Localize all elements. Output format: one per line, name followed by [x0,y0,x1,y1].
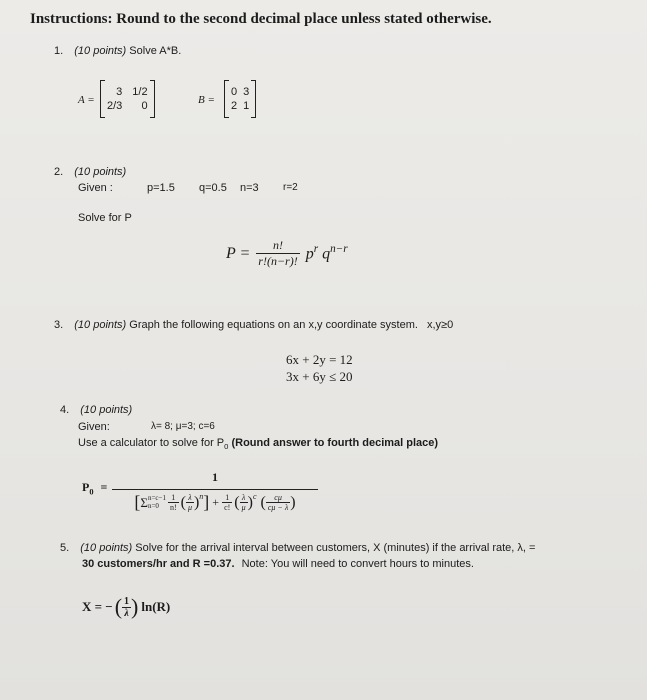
bracket-right-icon [150,80,155,118]
q4-bold-text: (Round answer to fourth decimal place) [231,437,439,449]
q3-text: Graph the following equations on an x,y coordinate system. [129,319,418,331]
q5-number: 5. [60,542,70,554]
q4-given-values: λ= 8; μ=3; c=6 [151,421,215,432]
q5-bold-text: 30 customers/hr and R =0.37. [82,558,235,570]
sum-upper-limit: n=c−1 [147,493,166,502]
q3-constraint: x,y≥0 [426,319,454,331]
q2-p-symbol: p [305,245,314,263]
q1-heading [54,45,181,57]
q4-number: 4. [60,404,70,416]
frac-cmu-minus-lambda: cμ − λ [267,503,289,512]
frac-mu: μ [241,503,246,512]
q4-equals: = [100,480,108,494]
q2-given-p: p=1.5 [147,182,175,194]
q2-solve-for [78,212,132,224]
q2-given-n: n=3 [240,182,259,194]
cmu-fraction [266,493,290,512]
q4-instructions [78,437,438,451]
exponent-n: n [199,492,204,501]
q5-formula: X = − ( $\frac{1}{\lambda}$ ) ln(R) [82,594,171,619]
frac-lambda: λ [188,493,192,502]
frac-cfact: c! [224,503,231,512]
matrix-b [224,80,256,118]
matrix-a-cell: 1/2 [132,86,148,98]
q4-text: Use a calculator to solve for P [78,437,225,449]
left-bracket-icon: [ [134,492,141,512]
q5-text: Solve for the arrival interval between customers, X (minutes) if the arrival rate, λ, = [135,542,536,554]
lambda-over-mu [186,493,194,512]
q2-points: (10 points) [74,166,127,178]
frac-lambda: λ [241,493,246,502]
q5-formula-lhs: X = − [82,599,113,614]
matrix-b-label: B = [198,94,215,106]
q4-p-subscript: 0 [89,487,94,497]
q5-frac-lambda: λ [124,607,129,619]
q4-p-symbol: P [82,480,90,494]
matrix-b-cell: 2 [231,100,238,112]
q2-solve-text: Solve for P [78,212,132,224]
q4-given-label: Given: [78,421,110,433]
q2-given-q: q=0.5 [199,182,227,194]
q1-number: 1. [54,45,64,57]
q2-r-exponent: r [313,243,319,256]
bracket-right-icon [251,80,256,118]
plus-sign: + [212,495,220,509]
one-over-cfact [222,493,232,512]
q5-line-2 [82,558,474,570]
q3-equation-1: 6x + 2y = 12 [286,352,353,367]
q2-formula-tail [306,243,348,263]
matrix-b-cell: 1 [243,100,250,112]
q5-frac-one: 1 [124,595,130,607]
q4-numerator: 1 [212,470,218,484]
q5-points: (10 points) [80,542,133,554]
q2-given-r: r=2 [283,182,298,193]
q4-text-subscript: 0 [224,442,229,452]
frac-mu: μ [187,503,192,512]
q2-nr-exponent: n−r [330,243,348,256]
q1-text: Solve A*B. [129,45,182,57]
q2-formula [226,238,348,269]
matrix-a-cells [105,86,150,112]
matrix-a-cell: 2/3 [107,100,123,112]
summation: Σ [140,495,148,510]
q4-formula-fraction [112,470,318,513]
matrix-a-cell: 0 [141,100,148,112]
matrix-a-cell: 3 [116,86,123,98]
lambda-over-mu-2 [240,493,248,512]
q4-formula-lhs [82,480,107,496]
instructions-title: Instructions: Round to the second decimal place unless stated otherwise. [30,11,492,27]
matrix-b-cells [229,86,251,112]
matrix-b-cell: 3 [243,86,250,98]
q3-heading [54,319,453,331]
one-over-nfact [168,493,179,512]
q2-heading [54,166,126,178]
q2-denominator: r!(n−r)! [258,254,298,268]
frac-one: 1 [225,493,230,502]
q2-formula-lhs: P = [226,244,251,262]
frac-one: 1 [171,493,176,502]
q3-number: 3. [54,319,64,331]
q2-q-symbol: q [322,245,331,263]
q5-fraction [122,596,131,619]
q2-number: 2. [54,166,64,178]
matrix-a-label: A = [78,94,95,106]
q5-note: Note: You will need to convert hours to minutes. [241,558,474,570]
q4-points: (10 points) [80,404,133,416]
q4-denominator: [ Σ n=c−1 n=0 $\frac{1}{n!}$ ( $\frac{\lambda}{\mu}$ ) $^n$ ] + $\frac{1}{c!}$ ( $\frac{\lambda}{\mu}$ ) $^c$ ( $\frac{c\mu}{c\mu - \lambda}$ ) [134,492,296,512]
q4-heading [60,404,132,416]
matrix-b-cell: 0 [231,86,238,98]
q2-numerator: n! [272,238,283,252]
sum-lower-limit: n=0 [147,501,159,510]
q3-equation-2: 3x + 6y ≤ 20 [286,369,353,384]
matrix-a [100,80,155,118]
exponent-c: c [252,492,257,501]
q2-given-label: Given : [78,182,113,194]
frac-cmu: cμ [274,493,282,502]
q3-points: (10 points) [74,319,127,331]
q2-formula-fraction [256,238,299,269]
right-bracket-icon: ] [203,492,210,512]
q1-points: (10 points) [74,45,127,57]
q5-heading [60,542,535,554]
frac-nfact: n! [169,503,177,512]
summation-limits [148,495,166,510]
q5-ln: ln(R) [141,599,171,614]
